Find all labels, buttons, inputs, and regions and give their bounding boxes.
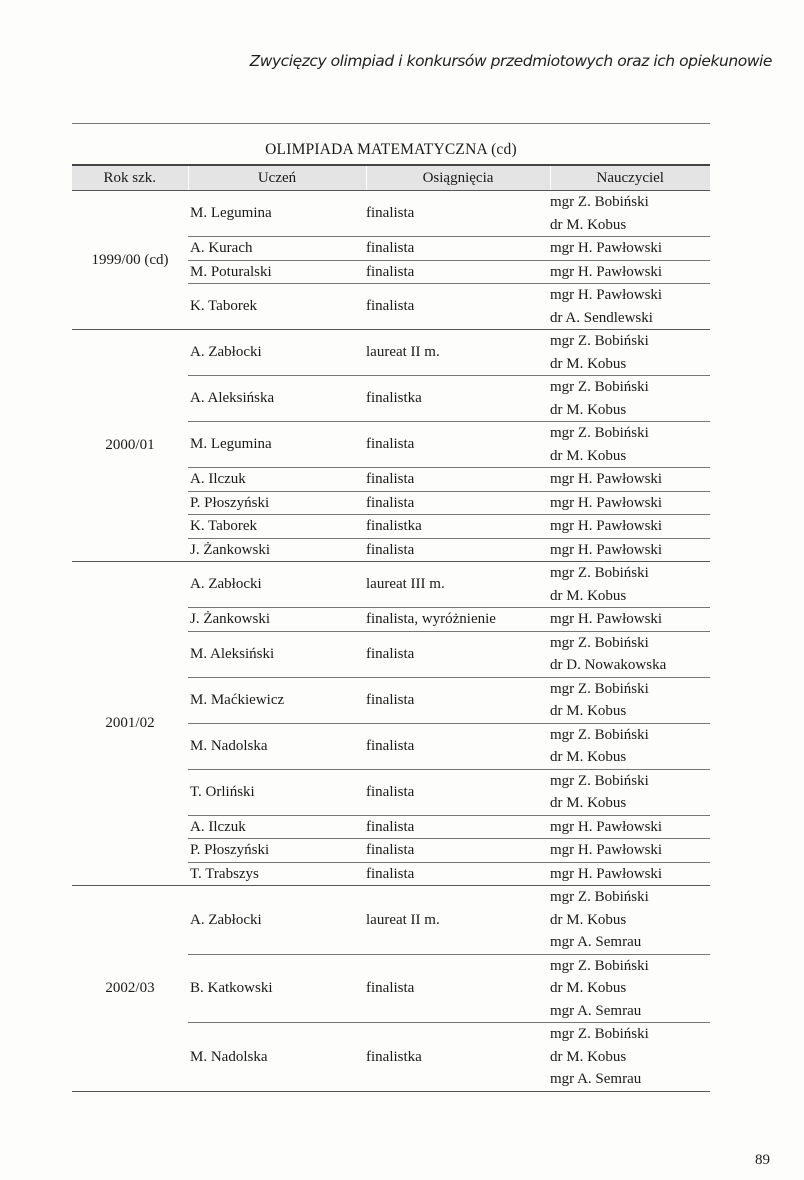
- teacher-name: mgr Z. Bobiński: [550, 379, 649, 395]
- student-cell: [188, 376, 366, 422]
- achievement-cell: finalista: [366, 839, 550, 863]
- student-name: J. Żankowski: [190, 611, 270, 627]
- teacher-name: mgr H. Pawłowski: [550, 865, 663, 882]
- teacher-name: dr M. Kobus: [550, 216, 627, 233]
- teacher-name: mgr H. Pawłowski: [550, 471, 663, 487]
- teacher-cell: [550, 562, 710, 608]
- student-cell: [188, 769, 366, 815]
- student-name: A. Zabłocki: [190, 576, 262, 593]
- teacher-name: mgr H. Pawłowski: [550, 611, 663, 627]
- teacher-name: mgr H. Pawłowski: [550, 842, 663, 858]
- achievement-cell: finalistka: [366, 376, 550, 422]
- column-header-year: Rok szk.: [72, 165, 188, 191]
- teacher-name: mgr Z. Bobiński: [550, 634, 649, 651]
- student-cell: [188, 330, 366, 376]
- student-cell: [188, 954, 366, 1023]
- student-cell: [188, 677, 366, 723]
- teacher-name: dr M. Kobus: [550, 355, 627, 372]
- teacher-name: mgr Z. Bobiński: [550, 1026, 649, 1042]
- student-name: M. Legumina: [190, 205, 272, 222]
- student-cell: [188, 815, 366, 839]
- column-header-teacher: Nauczyciel: [550, 165, 710, 191]
- achievement-cell: finalistka: [366, 515, 550, 539]
- achievement-cell: finalista: [366, 422, 550, 468]
- teacher-cell: [550, 677, 710, 723]
- school-year-cell: 2002/03: [72, 886, 188, 1092]
- achievement-cell: finalista: [366, 723, 550, 769]
- student-name: M. Nadolska: [190, 1048, 268, 1065]
- teacher-name: dr M. Kobus: [550, 703, 627, 719]
- column-header-student: Uczeń: [188, 165, 366, 191]
- teacher-name: mgr A. Semrau: [550, 1002, 642, 1019]
- teacher-name: mgr A. Semrau: [550, 1071, 642, 1087]
- teacher-name: mgr Z. Bobiński: [550, 726, 649, 743]
- student-cell: [188, 862, 366, 886]
- achievement-cell: finalista: [366, 769, 550, 815]
- teacher-name: dr A. Sendlewski: [550, 309, 653, 326]
- achievement-cell: finalista: [366, 260, 550, 284]
- achievement-cell: finalista, wyróżnienie: [366, 608, 550, 632]
- teacher-cell: [550, 815, 710, 839]
- achievement-cell: finalista: [366, 284, 550, 330]
- teacher-name: mgr A. Semrau: [550, 934, 642, 950]
- student-cell: [188, 538, 366, 562]
- student-cell: [188, 1023, 366, 1092]
- teacher-name: mgr H. Pawłowski: [550, 263, 663, 280]
- achievement-cell: finalista: [366, 862, 550, 886]
- table-header-row: [72, 165, 710, 191]
- student-cell: [188, 284, 366, 330]
- achievement-cell: laureat II m.: [366, 330, 550, 376]
- achievement-cell: finalista: [366, 191, 550, 237]
- achievement-cell: finalista: [366, 237, 550, 261]
- student-name: M. Nadolska: [190, 737, 268, 754]
- student-cell: [188, 491, 366, 515]
- teacher-cell: [550, 862, 710, 886]
- teacher-name: mgr H. Pawłowski: [550, 240, 663, 256]
- teacher-name: dr D. Nowakowska: [550, 657, 667, 673]
- student-name: A. Zabłocki: [190, 911, 262, 928]
- school-year-cell: 2001/02: [72, 562, 188, 886]
- achievement-cell: finalista: [366, 491, 550, 515]
- teacher-cell: [550, 237, 710, 261]
- student-name: A. Kurach: [190, 240, 253, 256]
- teacher-name: dr M. Kobus: [550, 587, 627, 604]
- teacher-cell: [550, 515, 710, 539]
- student-name: A. Ilczuk: [190, 818, 246, 835]
- student-name: T. Orliński: [190, 783, 255, 800]
- student-cell: [188, 422, 366, 468]
- header-rule: [72, 123, 710, 124]
- student-cell: [188, 562, 366, 608]
- student-name: M. Maćkiewicz: [190, 691, 285, 708]
- teacher-name: dr M. Kobus: [550, 1048, 627, 1065]
- teacher-name: mgr Z. Bobiński: [550, 194, 649, 210]
- table-row: [72, 191, 710, 237]
- student-cell: [188, 839, 366, 863]
- teacher-cell: [550, 886, 710, 955]
- teacher-name: dr M. Kobus: [550, 447, 627, 464]
- teacher-name: dr M. Kobus: [550, 911, 627, 928]
- teacher-name: dr M. Kobus: [550, 749, 627, 765]
- teacher-name: mgr H. Pawłowski: [550, 494, 663, 511]
- teacher-cell: [550, 284, 710, 330]
- teacher-cell: [550, 491, 710, 515]
- teacher-name: mgr Z. Bobiński: [550, 772, 649, 789]
- teacher-cell: [550, 839, 710, 863]
- student-name: K. Taborek: [190, 518, 257, 534]
- student-name: J. Żankowski: [190, 541, 270, 558]
- teacher-cell: [550, 608, 710, 632]
- teacher-name: mgr H. Pawłowski: [550, 818, 663, 835]
- student-cell: [188, 631, 366, 677]
- table-row: [72, 886, 710, 955]
- school-year-cell: 1999/00 (cd): [72, 191, 188, 330]
- achievement-cell: finalista: [366, 538, 550, 562]
- student-name: K. Taborek: [190, 298, 257, 315]
- teacher-name: mgr Z. Bobiński: [550, 680, 649, 697]
- table-body: [72, 191, 710, 1092]
- student-cell: [188, 237, 366, 261]
- student-name: M. Poturalski: [190, 263, 272, 280]
- student-name: M. Legumina: [190, 436, 272, 453]
- achievement-cell: finalista: [366, 468, 550, 492]
- school-year-cell: 2000/01: [72, 330, 188, 562]
- student-cell: [188, 515, 366, 539]
- teacher-name: dr M. Kobus: [550, 980, 627, 996]
- running-head: Zwycięzcy olimpiad i konkursów przedmiotowych oraz ich opiekunowie: [249, 52, 772, 70]
- student-cell: [188, 260, 366, 284]
- student-name: M. Aleksiński: [190, 645, 275, 662]
- achievement-cell: finalista: [366, 815, 550, 839]
- student-name: T. Trabszys: [190, 865, 259, 882]
- student-cell: [188, 723, 366, 769]
- table-row: [72, 562, 710, 608]
- teacher-cell: [550, 330, 710, 376]
- achievement-cell: laureat III m.: [366, 562, 550, 608]
- student-cell: [188, 468, 366, 492]
- teacher-name: mgr Z. Bobiński: [550, 889, 649, 905]
- page-number: 89: [755, 1152, 770, 1168]
- teacher-name: dr M. Kobus: [550, 795, 627, 811]
- student-name: A. Aleksińska: [190, 390, 275, 407]
- teacher-name: mgr Z. Bobiński: [550, 333, 649, 349]
- achievement-cell: finalista: [366, 677, 550, 723]
- teacher-cell: [550, 631, 710, 677]
- teacher-name: mgr H. Pawłowski: [550, 287, 663, 303]
- teacher-name: mgr H. Pawłowski: [550, 541, 663, 558]
- achievement-cell: finalista: [366, 631, 550, 677]
- student-name: A. Ilczuk: [190, 471, 246, 487]
- teacher-cell: [550, 422, 710, 468]
- results-table: [72, 164, 710, 1092]
- achievement-cell: finalistka: [366, 1023, 550, 1092]
- achievement-cell: finalista: [366, 954, 550, 1023]
- teacher-name: mgr Z. Bobiński: [550, 957, 649, 974]
- teacher-cell: [550, 538, 710, 562]
- achievement-cell: laureat II m.: [366, 886, 550, 955]
- student-name: P. Płoszyński: [190, 494, 270, 511]
- teacher-cell: [550, 769, 710, 815]
- table-row: [72, 330, 710, 376]
- teacher-name: mgr H. Pawłowski: [550, 518, 663, 534]
- teacher-cell: [550, 723, 710, 769]
- teacher-name: mgr Z. Bobiński: [550, 425, 649, 441]
- student-name: B. Katkowski: [190, 980, 273, 996]
- column-header-achievement: Osiągnięcia: [366, 165, 550, 191]
- section-title: OLIMPIADA MATEMATYCZNA (cd): [265, 141, 517, 158]
- teacher-cell: [550, 376, 710, 422]
- student-cell: [188, 886, 366, 955]
- teacher-cell: [550, 954, 710, 1023]
- student-cell: [188, 191, 366, 237]
- teacher-name: mgr Z. Bobiński: [550, 565, 649, 581]
- teacher-cell: [550, 191, 710, 237]
- student-name: A. Zabłocki: [190, 344, 262, 361]
- teacher-cell: [550, 468, 710, 492]
- teacher-cell: [550, 260, 710, 284]
- teacher-name: dr M. Kobus: [550, 401, 627, 418]
- teacher-cell: [550, 1023, 710, 1092]
- student-cell: [188, 608, 366, 632]
- student-name: P. Płoszyński: [190, 842, 270, 858]
